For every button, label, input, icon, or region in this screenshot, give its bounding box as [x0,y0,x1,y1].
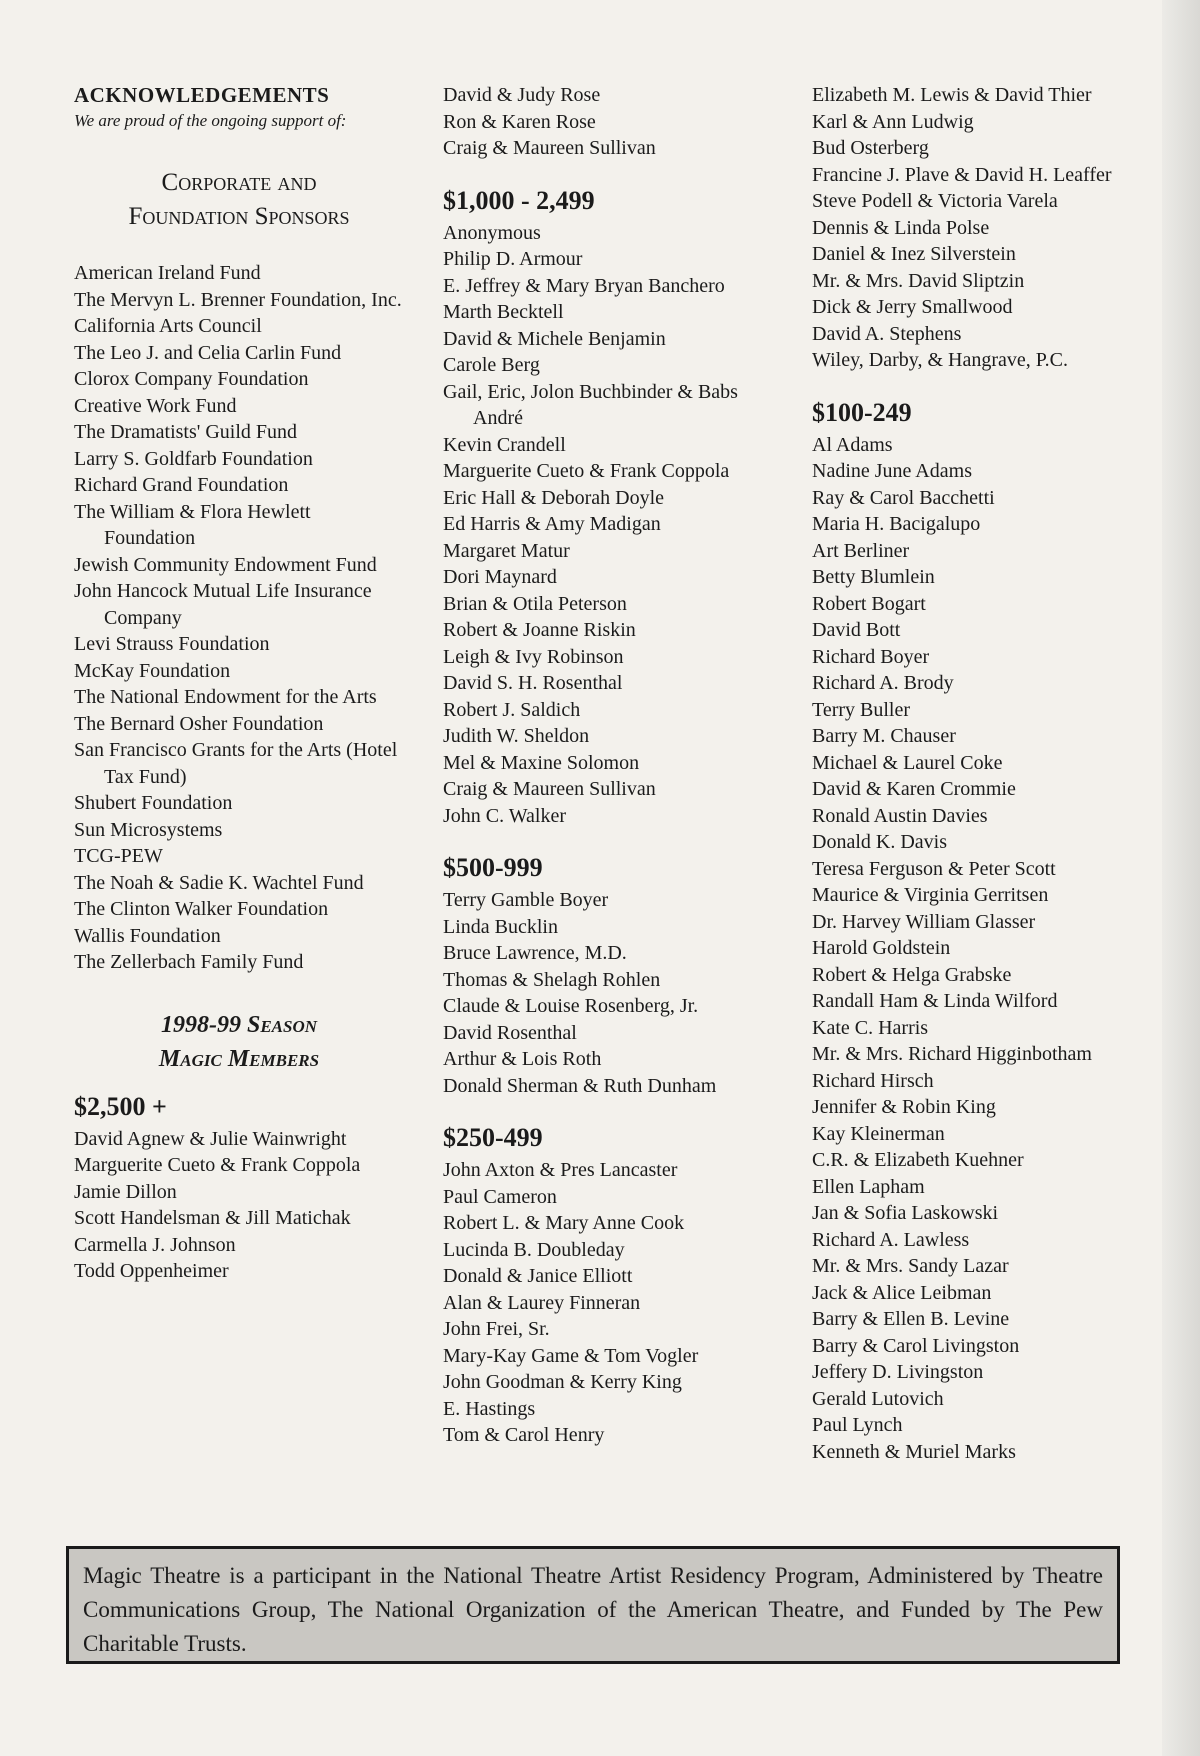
member-1000-item: Marguerite Cueto & Frank Coppola [443,460,730,482]
member-100-item: Maria H. Bacigalupo [812,513,981,535]
member-500-item: Thomas & Shelagh Rohlen [443,968,661,991]
corporate-sponsor-item: The Mervyn L. Brenner Foundation, Inc. [74,288,402,311]
member-100-item: Robert & Helga Grabske [812,963,1012,986]
member-250-item: John Frei, Sr. [443,1318,550,1340]
corporate-sponsor-item: Jewish Community Endowment Fund [74,553,377,576]
column-3 [812,82,1172,1465]
member-100-item: Teresa Ferguson & Peter Scott [812,857,1056,880]
member-100-item: Ronald Austin Davies [812,804,988,827]
member-250-item: John Axton & Pres Lancaster [443,1159,678,1181]
member-100-item: Barry M. Chauser [812,725,956,747]
member-col2-continued-item: Ron & Karen Rose [443,110,596,133]
corporate-sponsor-item: TCG-PEW [74,845,163,867]
member-100-item: Art Berliner [812,539,910,562]
corporate-sponsor-item: The National Endowment for the Arts [74,686,377,708]
member-1000-item: Kevin Crandell [443,433,566,456]
corporate-sponsor-item: American Ireland Fund [74,262,261,284]
member-100-item: David & Karen Crommie [812,778,1016,800]
member-100-item: Gerald Lutovich [812,1387,944,1410]
corporate-sponsor-item: The Clinton Walker Foundation [74,898,329,920]
member-500-item: David Rosenthal [443,1021,577,1044]
member-100-item: Donald K. Davis [812,831,947,853]
member-100-item: Nadine June Adams [812,460,972,482]
member-250-item: Alan & Laurey Finneran [443,1291,641,1314]
member-col3-continued-item: Bud Osterberg [812,137,929,159]
member-100-item: Jack & Alice Leibman [812,1281,992,1304]
member-100-item: Michael & Laurel Coke [812,751,1003,774]
member-500-item: Donald Sherman & Ruth Dunham [443,1074,717,1097]
residency-program-notice [66,1546,1120,1664]
corporate-sponsor-item: The Noah & Sadie K. Wachtel Fund [74,871,364,894]
member-250-item: Paul Cameron [443,1185,557,1208]
member-1000-item: Brian & Otila Peterson [443,592,627,615]
member-1000-item: Carole Berg [443,354,540,376]
member-250-item: Tom & Carol Henry [443,1424,605,1446]
member-1000-item: E. Jeffrey & Mary Bryan Banchero [443,274,725,297]
corporate-sponsors-list [74,260,404,976]
member-1000-item: Dori Maynard [443,566,557,588]
corporate-heading-line2: Foundation Sponsors [128,203,350,230]
member-col3-continued-item: Francine J. Plave & David H. Leaffer [812,163,1112,186]
corporate-sponsor-item: San Francisco Grants for the Arts (Hotel Tax Fund) [74,739,398,788]
corporate-sponsor-item: Shubert Foundation [74,792,233,814]
member-250-item: John Goodman & Kerry King [443,1371,682,1393]
member-1000-item: Margaret Matur [443,539,570,562]
corporate-sponsor-item: John Hancock Mutual Life Insurance Company [74,580,372,629]
member-100-item: Kate C. Harris [812,1016,929,1039]
member-100-item: Paul Lynch [812,1414,903,1436]
member-100-item: Harold Goldstein [812,937,951,959]
corporate-sponsor-item: Creative Work Fund [74,394,237,417]
tier-250-list [443,1157,783,1449]
member-500-item: Terry Gamble Boyer [443,889,609,911]
corporate-sponsor-item: Richard Grand Foundation [74,474,289,496]
member-2500-item: Todd Oppenheimer [74,1260,229,1282]
member-col3-continued-item: Dennis & Linda Polse [812,216,990,239]
member-col3-continued-item: Wiley, Darby, & Hangrave, P.C. [812,349,1068,371]
member-1000-item: David & Michele Benjamin [443,327,666,350]
member-100-item: Richard Hirsch [812,1069,934,1092]
member-100-item: Richard A. Lawless [812,1228,970,1251]
member-100-item: Jennifer & Robin King [812,1096,996,1118]
member-2500-item: Jamie Dillon [74,1180,177,1203]
member-250-item: Lucinda B. Doubleday [443,1238,625,1261]
member-500-item: Claude & Louise Rosenberg, Jr. [443,995,699,1017]
member-100-item: Mr. & Mrs. Sandy Lazar [812,1255,1009,1277]
tier-100-list [812,432,1172,1466]
member-2500-item: David Agnew & Julie Wainwright [74,1127,347,1150]
member-1000-item: John C. Walker [443,804,567,827]
corporate-sponsor-item: Sun Microsystems [74,818,223,841]
member-100-item: Jeffery D. Livingston [812,1361,984,1383]
member-col3-continued-item: Karl & Ann Ludwig [812,110,974,133]
member-500-item: Linda Bucklin [443,915,558,938]
corporate-sponsor-item: California Arts Council [74,315,262,337]
corporate-sponsor-item: The Bernard Osher Foundation [74,712,324,735]
member-100-item: Barry & Ellen B. Levine [812,1308,1010,1330]
corporate-sponsor-item: Clorox Company Foundation [74,368,309,390]
member-1000-item: Anonymous [443,221,541,244]
column-1 [74,82,404,1285]
member-col2-continued-item: David & Judy Rose [443,84,601,106]
column-3-continued-list [812,82,1172,374]
member-col3-continued-item: Daniel & Inez Silverstein [812,243,1016,265]
member-1000-item: Robert J. Saldich [443,698,581,721]
member-1000-item: Mel & Maxine Solomon [443,751,640,774]
corporate-sponsor-item: Larry S. Goldfarb Foundation [74,447,313,470]
member-100-item: Robert Bogart [812,592,926,615]
member-250-item: Mary-Kay Game & Tom Vogler [443,1344,699,1367]
member-1000-item: Marth Becktell [443,301,564,323]
season-heading [74,1008,404,1076]
member-100-item: Al Adams [812,433,893,456]
member-col3-continued-item: Dick & Jerry Smallwood [812,296,1013,318]
member-100-item: Jan & Sofia Laskowski [812,1202,999,1224]
tier-1000-list [443,220,783,830]
tier-250-label: $250-499 [443,1123,543,1152]
member-1000-item: Judith W. Sheldon [443,725,590,747]
member-100-item: Terry Buller [812,698,911,721]
column-2-continued-list [443,82,783,162]
corporate-sponsor-item: Levi Strauss Foundation [74,633,270,655]
member-2500-item: Scott Handelsman & Jill Matichak [74,1207,351,1229]
tier-500-list [443,887,783,1099]
member-1000-item: Philip D. Armour [443,248,583,270]
residency-program-text: Magic Theatre is a participant in the National Theatre Artist Residency Program, Administered by Theatre Communications Group, The National Organization of the American Theatre, and Funded by The Pew Charitable Trusts. [83,1563,1103,1656]
member-1000-item: David S. H. Rosenthal [443,672,623,694]
tier-2500-label: $2,500 + [74,1091,167,1121]
member-1000-item: Eric Hall & Deborah Doyle [443,486,665,509]
member-col3-continued-item: Elizabeth M. Lewis & David Thier [812,84,1092,106]
member-1000-item: Robert & Joanne Riskin [443,619,636,641]
member-100-item: Ellen Lapham [812,1175,925,1198]
corporate-sponsor-item: McKay Foundation [74,659,231,682]
tier-100-label: $100-249 [812,397,912,427]
member-250-item: Robert L. & Mary Anne Cook [443,1212,685,1234]
season-heading-line1: 1998-99 Season [160,1011,318,1038]
season-heading-line2: Magic Members [158,1045,320,1072]
member-1000-item: Ed Harris & Amy Madigan [443,513,661,535]
acknowledgements-title: ACKNOWLEDGEMENTS [74,83,330,107]
member-col3-continued-item: David A. Stephens [812,322,962,345]
member-100-item: Kenneth & Muriel Marks [812,1440,1016,1463]
corporate-sponsor-item: The Dramatists' Guild Fund [74,421,298,443]
tier-1000-label: $1,000 - 2,499 [443,185,595,215]
member-col3-continued-item: Steve Podell & Victoria Varela [812,190,1058,212]
member-100-item: Dr. Harvey William Glasser [812,910,1036,933]
member-2500-item: Carmella J. Johnson [74,1233,236,1256]
member-100-item: Betty Blumlein [812,566,935,588]
member-500-item: Bruce Lawrence, M.D. [443,942,627,964]
member-250-item: Donald & Janice Elliott [443,1265,633,1287]
member-250-item: E. Hastings [443,1397,536,1420]
member-100-item: Richard A. Brody [812,672,954,694]
member-100-item: Kay Kleinerman [812,1122,945,1145]
member-100-item: Richard Boyer [812,645,930,668]
member-100-item: Randall Ham & Linda Wilford [812,990,1058,1012]
member-100-item: Mr. & Mrs. Richard Higginbotham [812,1043,1092,1065]
member-100-item: Barry & Carol Livingston [812,1334,1020,1357]
member-1000-item: Gail, Eric, Jolon Buchbinder & Babs André [443,380,738,429]
member-500-item: Arthur & Lois Roth [443,1048,602,1070]
member-100-item: David Bott [812,619,901,641]
column-2 [443,82,783,1449]
tier-500-label: $500-999 [443,853,543,882]
member-1000-item: Craig & Maureen Sullivan [443,778,656,800]
member-100-item: Maurice & Virginia Gerritsen [812,884,1049,906]
corporate-sponsor-item: Wallis Foundation [74,924,221,947]
member-100-item: Ray & Carol Bacchetti [812,486,995,509]
tier-2500-list [74,1126,404,1285]
acknowledgements-subtitle: We are proud of the ongoing support of: [74,111,347,130]
corporate-sponsor-item: The Zellerbach Family Fund [74,951,304,973]
member-100-item: C.R. & Elizabeth Kuehner [812,1149,1024,1171]
member-col2-continued-item: Craig & Maureen Sullivan [443,137,656,159]
member-2500-item: Marguerite Cueto & Frank Coppola [74,1154,361,1176]
member-col3-continued-item: Mr. & Mrs. David Sliptzin [812,269,1025,292]
corporate-sponsors-heading [74,166,404,234]
corporate-sponsor-item: The William & Flora Hewlett Foundation [74,500,311,549]
member-1000-item: Leigh & Ivy Robinson [443,645,624,668]
corporate-heading-line1: Corporate and [161,169,317,196]
corporate-sponsor-item: The Leo J. and Celia Carlin Fund [74,341,342,364]
